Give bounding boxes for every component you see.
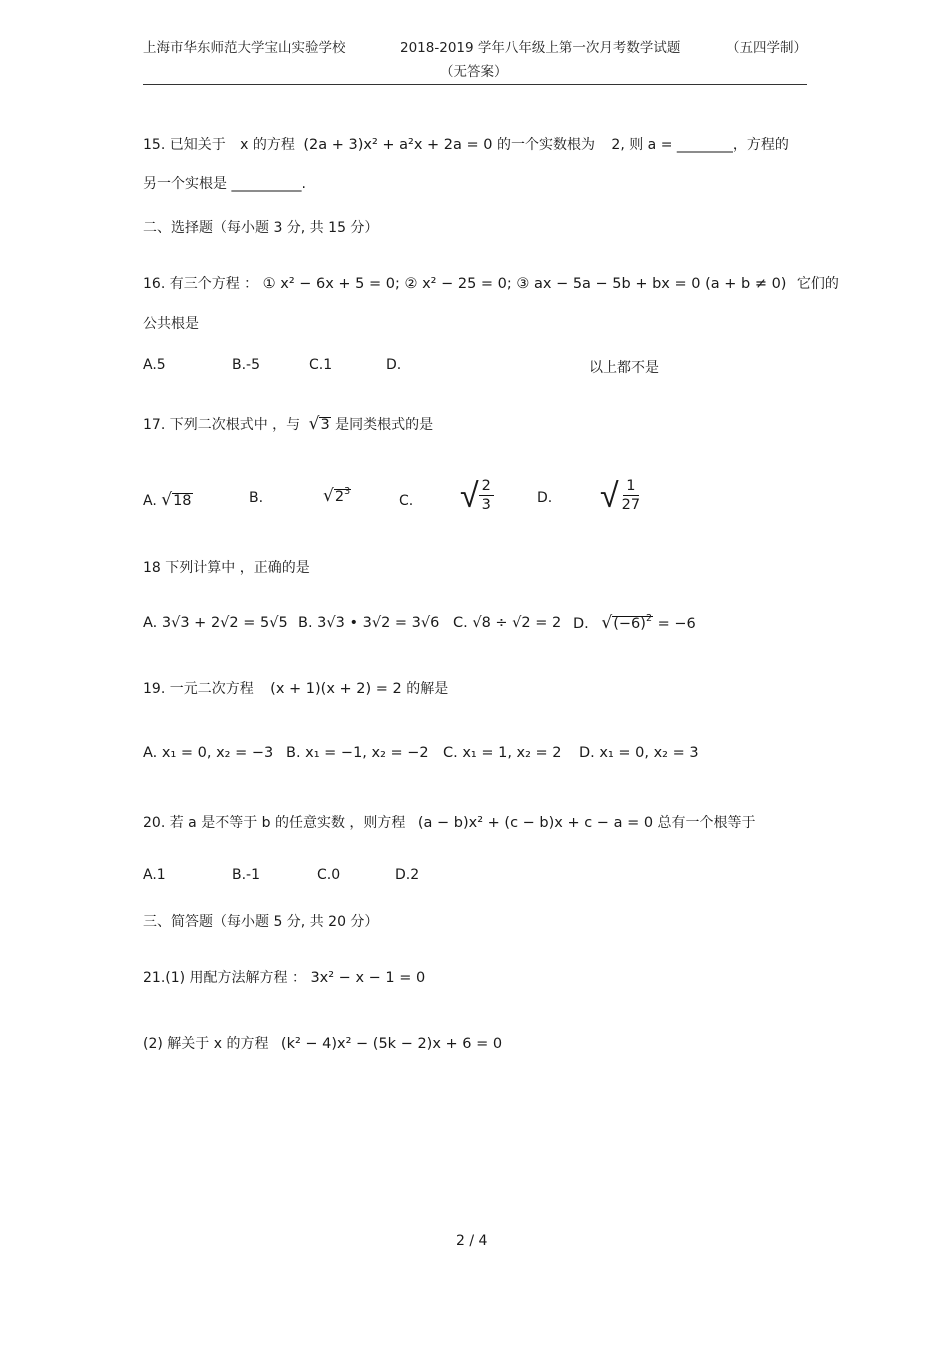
- q17-opt-d-den: 27: [621, 497, 641, 513]
- q21-part1-equation: 3x² − x − 1 = 0: [310, 970, 426, 986]
- header-school: 上海市华东师范大学宝山实验学校: [143, 40, 346, 56]
- q19-equation: (x + 1)(x + 2) = 2: [270, 681, 402, 697]
- q17-option-b: $√2^3$: [323, 486, 351, 506]
- page-number: 2 / 4: [456, 1233, 488, 1249]
- header-rule: [143, 84, 807, 85]
- q18-option-d: D. $√(-6)^2 = -6$: [573, 613, 696, 633]
- q19-option-c: C. x₁ = 1, x₂ = 2: [443, 745, 562, 761]
- question-21-part-1: [143, 967, 425, 987]
- q17-opt-a-label: A.: [143, 493, 157, 509]
- q16-option-d: D.: [386, 357, 402, 373]
- q21-part1-prefix: 21.(1) 用配方法解方程 ：: [143, 970, 306, 986]
- q16-equations: ① x² − 6x + 5 = 0; ② x² − 25 = 0; ③ ax − 5a − 5b + bx = 0 (a + b ≠ 0): [262, 276, 787, 292]
- q21-part2-equation: (k² − 4)x² − (5k − 2)x + 6 = 0: [280, 1036, 503, 1052]
- q16-suffix: 它们的: [796, 276, 839, 292]
- q17-opt-c-den: 3: [481, 497, 491, 513]
- q17-opt-d-num: 1: [623, 478, 638, 496]
- header-exam-title: 2018-2019 学年八年级上第一次月考数学试题: [400, 40, 681, 56]
- q20-option-d: D.2: [395, 867, 420, 883]
- q17-opt-a-radicand: 18: [173, 493, 192, 509]
- q17-opt-c-num: 2: [479, 478, 494, 496]
- q17-radical: √3: [308, 414, 330, 434]
- q16-prefix: 16. 有三个方程 ：: [143, 276, 259, 292]
- q19-suffix: 的解是: [406, 681, 449, 697]
- q20-equation: (a − b)x² + (c − b)x + c − a = 0: [417, 815, 654, 831]
- question-17: [143, 414, 433, 434]
- q18-opt-d-exp: 2: [645, 613, 652, 624]
- question-15: [143, 134, 789, 154]
- question-21-part-2: [143, 1033, 502, 1053]
- q15-equation: (2a + 3)x² + a²x + 2a = 0: [303, 137, 493, 153]
- q15-line2: 另一个实根是 __________.: [143, 176, 306, 192]
- q19-option-a: A. x₁ = 0, x₂ = −3: [143, 745, 274, 761]
- q17-option-d: √ $\frac{1}{27}$: [600, 478, 643, 514]
- q17-suffix: 是同类根式的是: [335, 417, 434, 433]
- q17-option-b-label: B.: [249, 490, 264, 506]
- q20-option-c: C.0: [317, 867, 341, 883]
- header-note: （无答案）: [440, 64, 508, 80]
- question-16: [143, 273, 839, 293]
- q18-opt-d-rhs: = −6: [657, 616, 696, 632]
- q16-line2: 公共根是: [143, 316, 199, 332]
- q18-opt-d-label: D.: [573, 616, 589, 632]
- q15-mid: 的方程: [252, 137, 295, 153]
- q19-prefix: 19. 一元二次方程: [143, 681, 254, 697]
- q20-prefix: 20. 若 a 是不等于 b 的任意实数 ，则方程: [143, 815, 406, 831]
- section-3-title: 三、简答题（每小题 5 分, 共 20 分）: [143, 914, 379, 930]
- q17-opt-b-exp: 3: [344, 486, 351, 497]
- q15-prefix: 15. 已知关于: [143, 137, 226, 153]
- q15-var-x: x: [240, 137, 249, 153]
- question-19: [143, 678, 448, 698]
- q21-part2-prefix: (2) 解关于 x 的方程: [143, 1036, 269, 1052]
- q17-option-c-label: C.: [399, 493, 414, 509]
- q17-option-d-label: D.: [537, 490, 553, 506]
- header-system: （五四学制）: [726, 40, 807, 56]
- q16-option-a: A.5: [143, 357, 166, 373]
- section-2-title: 二、选择题（每小题 3 分, 共 15 分）: [143, 220, 379, 236]
- q18-stem: 18 下列计算中 ，正确的是: [143, 560, 310, 576]
- q20-option-b: B.-1: [232, 867, 261, 883]
- q20-option-a: A.1: [143, 867, 166, 883]
- q19-option-b: B. x₁ = −1, x₂ = −2: [286, 745, 429, 761]
- q17-option-c: √ $\frac{2}{3}$: [460, 478, 494, 514]
- q16-option-d-text: 以上都不是: [589, 360, 659, 376]
- q16-option-b: B.-5: [232, 357, 261, 373]
- q18-opt-d-inner: (−6): [613, 616, 646, 632]
- q15-root: 2, 则 a = ________，方程的: [611, 137, 789, 153]
- q17-opt-b-base: 2: [334, 489, 345, 505]
- q15-suffix: 的一个实数根为: [496, 137, 595, 153]
- q17-option-a: A. √18: [143, 490, 192, 510]
- q18-option-a: A. 3√3 + 2√2 = 5√5: [143, 615, 288, 631]
- question-20: [143, 812, 756, 832]
- q17-radicand: 3: [320, 417, 330, 433]
- q20-suffix: 总有一个根等于: [657, 815, 756, 831]
- q17-prefix: 17. 下列二次根式中 ，与: [143, 417, 301, 433]
- q19-option-d: D. x₁ = 0, x₂ = 3: [579, 745, 699, 761]
- q16-option-c: C.1: [309, 357, 333, 373]
- q18-option-c: C. √8 ÷ √2 = 2: [453, 615, 562, 631]
- q18-option-b: B. 3√3 • 3√2 = 3√6: [298, 615, 440, 631]
